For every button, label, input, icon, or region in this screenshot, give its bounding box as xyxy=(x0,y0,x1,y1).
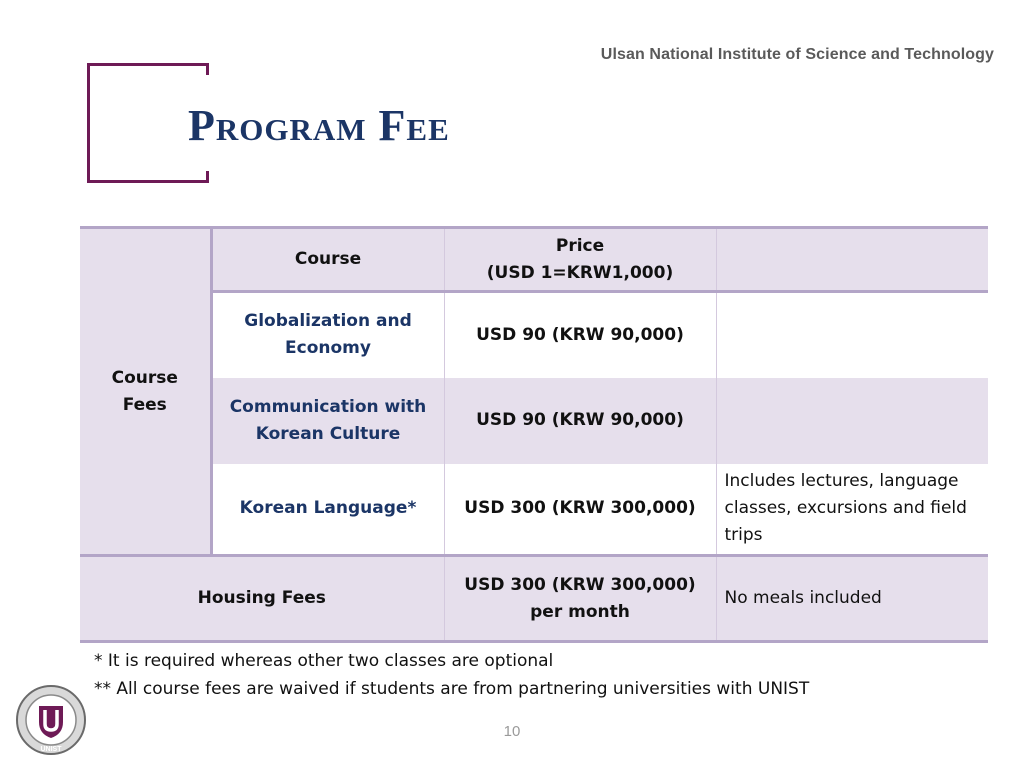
housing-label: Housing Fees xyxy=(197,588,326,608)
note-cell xyxy=(716,464,988,556)
price-header: Price xyxy=(555,235,605,256)
course-name: Korean Language* xyxy=(239,498,417,519)
course-name: Communication with Korean Culture xyxy=(229,396,427,444)
note-header-cell xyxy=(716,228,988,292)
course-header: Course xyxy=(294,249,362,269)
housing-label-cell xyxy=(80,556,444,642)
course-cell xyxy=(211,464,444,556)
housing-price-period: per month xyxy=(530,601,630,622)
price-header-cell xyxy=(444,228,716,292)
table-row xyxy=(80,378,988,464)
price-header-rate: (USD 1=KRW1,000) xyxy=(486,262,674,283)
page-number: 10 xyxy=(503,723,521,740)
price-cell xyxy=(444,292,716,378)
course-name: Globalization and Economy xyxy=(244,311,412,359)
course-cell xyxy=(211,378,444,464)
housing-price: USD 300 (KRW 300,000) xyxy=(464,574,696,595)
course-header-cell xyxy=(211,228,444,292)
course-price: USD 90 (KRW 90,000) xyxy=(476,324,684,345)
course-note: Includes lectures, language classes, excursions and field trips xyxy=(724,471,967,546)
housing-note: No meals included xyxy=(724,588,882,608)
note-cell xyxy=(716,378,988,464)
course-cell xyxy=(211,292,444,378)
housing-price-cell xyxy=(444,556,716,642)
table-row xyxy=(80,464,988,556)
price-cell xyxy=(444,464,716,556)
footnote-required: * It is required whereas other two classes are optional xyxy=(94,651,554,671)
footnote-waived: ** All course fees are waived if students are from partnering universities with UNIST xyxy=(94,679,810,699)
footnotes xyxy=(94,647,809,703)
table-row xyxy=(80,292,988,378)
fee-table-header-row xyxy=(80,228,988,292)
course-price: USD 300 (KRW 300,000) xyxy=(464,498,696,519)
institute-name: Ulsan National Institute of Science and Technology xyxy=(600,46,994,63)
course-price: USD 90 (KRW 90,000) xyxy=(476,410,684,430)
logo-text: UNIST xyxy=(40,746,62,753)
title-bracket-tick-bottom xyxy=(206,171,209,183)
slide-title: Program Fee xyxy=(188,101,450,150)
course-fees-label-cell xyxy=(80,228,211,556)
note-cell xyxy=(716,292,988,378)
housing-note-cell xyxy=(716,556,988,642)
course-fees-label: Course Fees xyxy=(111,367,178,415)
unist-seal-logo xyxy=(15,684,87,756)
fee-table xyxy=(80,226,988,643)
housing-row xyxy=(80,556,988,642)
title-bracket-tick-top xyxy=(206,63,209,75)
price-cell xyxy=(444,378,716,464)
